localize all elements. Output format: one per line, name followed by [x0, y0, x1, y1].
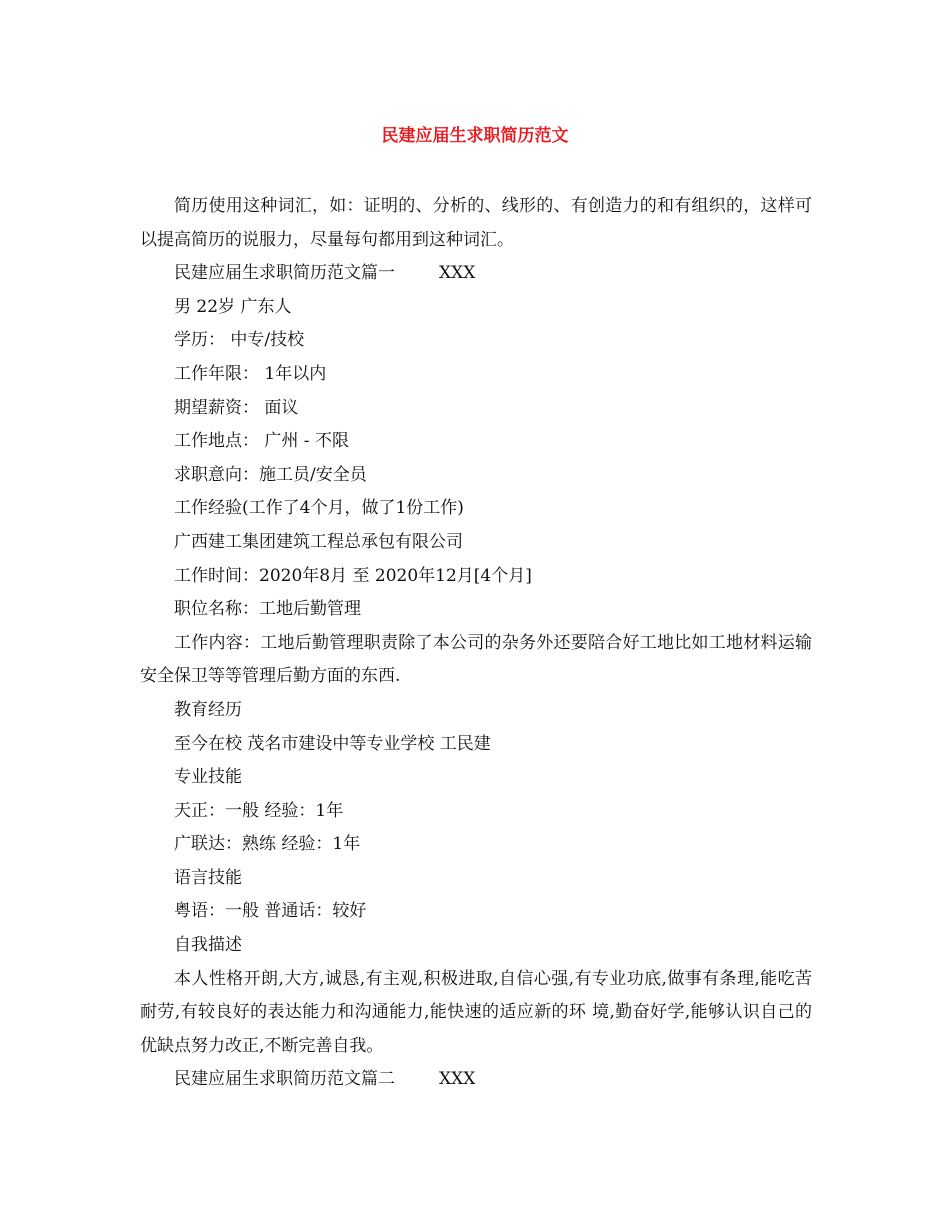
work-years: 工作年限： 1年以内 [174, 363, 327, 384]
document-title: 民建应届生求职简历范文 [381, 126, 569, 146]
section1-heading: 民建应届生求职简历范文篇一 [174, 263, 395, 284]
language-detail: 粤语：一般 普通话：较好 [174, 901, 367, 922]
basic-info: 男 22岁 广东人 [174, 296, 292, 317]
work-experience: 工作经验(工作了4个月，做了1份工作) [174, 498, 464, 519]
education-detail: 至今在校 茂名市建设中等专业学校 工民建 [174, 733, 491, 754]
work-time: 工作时间：2020年8月 至 2020年12月[4个月] [174, 565, 532, 586]
work-content: 工作内容：工地后勤管理职责除了本公司的杂务外还要陪合好工地比如工地材料运输安全保卫等等管理后勤方面的东西. [140, 632, 812, 687]
expected-salary: 期望薪资： 面议 [174, 397, 299, 418]
intro-paragraph: 简历使用这种词汇，如：证明的、分析的、线形的、有创造力的和有组织的，这样可以提高简历的说服力，尽量每句都用到这种词汇。 [140, 196, 812, 250]
position-title: 职位名称：工地后勤管理 [174, 599, 361, 620]
skill-item: 天正：一般 经验：1年 [174, 800, 344, 821]
education-heading: 教育经历 [174, 699, 242, 720]
job-intention: 求职意向：施工员/安全员 [174, 464, 367, 485]
self-heading: 自我描述 [174, 935, 242, 956]
document-body [140, 190, 812, 1097]
section2-heading-line [140, 1063, 812, 1097]
skills-heading: 专业技能 [174, 767, 242, 788]
work-location: 工作地点： 广州 - 不限 [174, 431, 349, 452]
section2-heading: 民建应届生求职简历范文篇二 [174, 1069, 395, 1090]
skill-item: 广联达：熟练 经验：1年 [174, 834, 361, 855]
section1-heading-line [140, 257, 812, 291]
section2-name: XXX [439, 1069, 476, 1090]
language-heading: 语言技能 [174, 867, 242, 888]
section1-name: XXX [439, 263, 476, 284]
self-description: 本人性格开朗,大方,诚恳,有主观,积极进取,自信心强,有专业功底,做事有条理,能吃苦耐劳,有较良好的表达能力和沟通能力,能快速的适应新的环 境,勤奋好学,能够认识自己的优缺点努力改正,不断完善自我。 [140, 968, 812, 1056]
company-name: 广西建工集团建筑工程总承包有限公司 [174, 531, 463, 552]
education-level: 学历： 中专/技校 [174, 330, 305, 351]
